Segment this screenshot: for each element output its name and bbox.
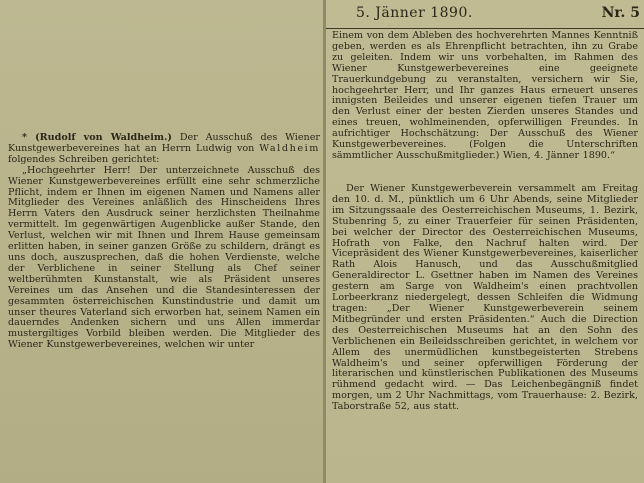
article-marker: * (Rudolf von Waldheim.)	[22, 132, 172, 143]
issue-date: 5. Jänner 1890.	[356, 5, 473, 21]
waldheim-article	[8, 133, 320, 351]
memorial-article	[332, 184, 638, 413]
page-header	[326, 0, 644, 29]
letter-continuation	[332, 31, 638, 162]
name-spaced: Waldheim	[259, 142, 320, 154]
intro-text: Der Ausschuß des Wiener Kunstgewerbevereines hat an Herrn Ludwig von	[8, 132, 320, 154]
continuation-text: Einem von dem Ableben des hochverehrten Mannes Kenntniß geben, werden es als Ehrenpflicht betrachten, ihn zu Grabe zu geleiten. Indem wir uns vorbehalten, im Rahmen des Wiener Kunstgewerbevereines eine geeignete Trauerkundgebung zu veranstalten, versichern wir Sie, hochgeehrter Herr, und Ihr ganzes Haus erneuert unseres innigsten Beileides und unserer eigenen tiefen Trauer um den Verlust einer der besten Zierden unseres Standes und eines treuen, wohlmeinenden, opferwilligen Freundes. In aufrichtiger Hochschätzung: Der Ausschuß des Wiener Kunstgewerbevereines. (Folgen die Unterschriften sämmtlicher Ausschußmitglieder.) Wien, 4. Jänner 1890.“	[332, 30, 638, 161]
article-intro	[8, 133, 320, 166]
memorial-text: Der Wiener Kunstgewerbeverein versammelt am Freitag den 10. d. M., pünktlich um 6 Uhr Abends, seine Mitglieder im Sitzungssaale des Oesterreichischen Museums, 1. Bezirk, Stubenring 5, zu einer Trauerfeier für seinen Präsidenten, bei welcher der Director des Oesterreichischen Museums, Hofrath von Falke, den Nachruf halten wird. Der Vicepräsident des Wiener Kunstgewerbevereines, kaiserlicher Rath Alois Hanusch, und das Ausschußmitglied Generaldirector L. Gsettner haben im Namen des Vereines gestern am Sarge von Waldheim's einen prachtvollen Lorbeerkranz niedergelegt, dessen Schleifen die Widmung tragen: „Der Wiener Kunstgewerbeverein seinem Mitbegründer und ersten Präsidenten.“ Auch die Direction des Oesterreichischen Museums hat an den Sohn des Verblichenen ein Beileidsschreiben gerichtet, in welchem vor Allem des unermüdlichen kunstbegeisterten Strebens Waldheim's und seiner opferwilligen Förderung der literarischen und künstlerischen Publikationen des Museums rühmend gedacht wird. — Das Leichenbegängniß findet morgen, um 2 Uhr Nachmittags, vom Trauerhause: 2. Bezirk, Taborstraße 52, aus statt.	[332, 183, 638, 413]
letter-text: „Hochgeehrter Herr! Der unterzeichnete Ausschuß des Wiener Kunstgewerbevereines erfüllt eine sehr schmerzliche Pflicht, indem er Ihnen im eigenen Namen und Namens aller Mitglieder des Vereines anläßlich des Hinscheidens Ihres Herrn Vaters den Ausdruck seiner herzlichsten Theilnahme vermittelt. Im gegenwärtigen Augenblicke außer Stande, den Verlust, welchen wir mit Ihnen und Ihrem Hause gemeinsam erlitten haben, in seiner ganzen Größe zu schildern, drängt es uns doch, auszusprechen, daß die hohen Verdienste, welche der Verblichene in seiner Stellung als Chef seiner weltberühmten Kunstanstalt, wie als Präsident unseres Vereines um das Ansehen und die Standesinteressen der gesammten österreichischen Kunstindustrie und damit um unser theures Vaterland sich erworben hat, seinem Namen ein dauerndes Andenken sichern und uns Allen immerdar mustergiltiges Vorbild bleiben werden. Die Mitglieder des Wiener Kunstgewerbevereines, welchen wir unter	[8, 164, 320, 351]
issue-number: Nr. 5	[601, 5, 640, 21]
intro-end: folgendes Schreiben gerichtet:	[8, 153, 160, 165]
